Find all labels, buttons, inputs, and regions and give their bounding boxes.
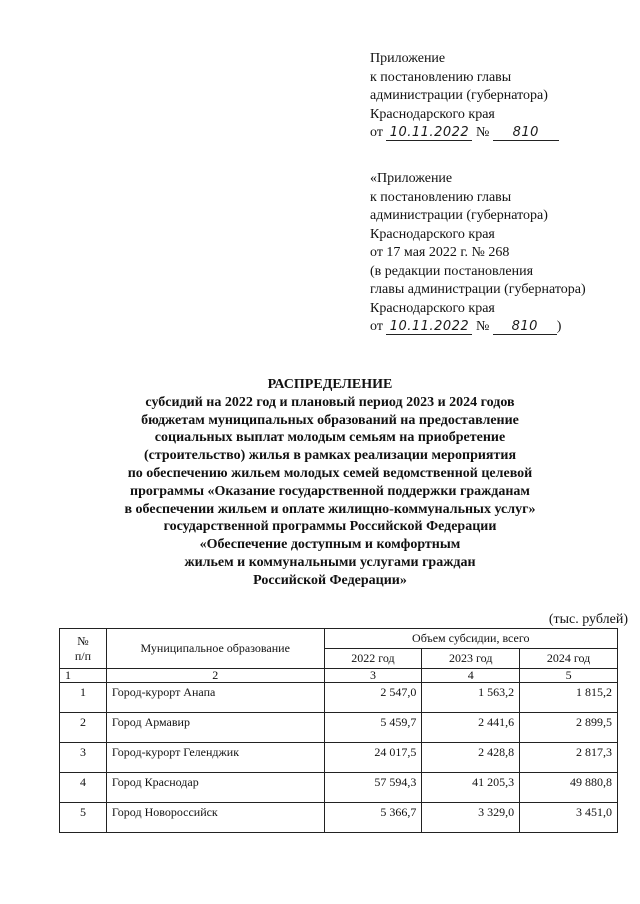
row-value-2023: 3 329,0: [422, 803, 520, 833]
row-number: 1: [60, 683, 107, 713]
header-year-2023: 2023 год: [422, 649, 520, 669]
row-value-2023: 2 428,8: [422, 743, 520, 773]
document-title: [0, 376, 640, 590]
column-number: 2: [106, 669, 324, 683]
row-number: 4: [60, 773, 107, 803]
title-line: субсидий на 2022 год и плановый период 2023 и 2024 годов: [145, 394, 515, 410]
appendix-line: Приложение: [370, 51, 446, 66]
header-municipality: Муниципальное образование: [106, 629, 324, 669]
title-line: социальных выплат молодым семьям на приобретение: [154, 430, 506, 446]
row-value-2023: 1 563,2: [422, 683, 520, 713]
row-municipality: Город-курорт Геленджик: [106, 743, 324, 773]
date-prefix: от: [370, 125, 383, 140]
handwritten-date: 10.11.2022: [386, 125, 472, 141]
row-value-2024: 49 880,8: [520, 773, 618, 803]
title-line: бюджетам муниципальных образований на предоставление: [141, 412, 519, 428]
subsidy-table: [59, 628, 618, 833]
row-number: 5: [60, 803, 107, 833]
row-number: 2: [60, 713, 107, 743]
appendix-date-line: [370, 124, 559, 143]
appendix-header-1: [370, 50, 559, 143]
date-prefix: от: [370, 319, 383, 334]
row-value-2023: 41 205,3: [422, 773, 520, 803]
row-municipality: Город Армавир: [106, 713, 324, 743]
table-header-row: [60, 629, 618, 649]
column-number: 4: [422, 669, 520, 683]
appendix-header-2: [370, 170, 586, 337]
table-row: [60, 683, 618, 713]
row-municipality: Город-курорт Анапа: [106, 683, 324, 713]
appendix-line: «Приложение: [370, 171, 453, 186]
row-value-2022: 2 547,0: [324, 683, 422, 713]
column-numbers-row: [60, 669, 618, 683]
appendix-line: от 17 мая 2022 г. № 268: [370, 245, 510, 260]
row-municipality: Город Новороссийск: [106, 803, 324, 833]
appendix-line: к постановлению главы: [370, 69, 512, 85]
table-row: [60, 743, 618, 773]
title-line: (строительство) жилья в рамках реализации мероприятия: [143, 448, 517, 464]
header-year-2022: 2022 год: [324, 649, 422, 669]
header-year-2024: 2024 год: [520, 649, 618, 669]
row-value-2024: 2 817,3: [520, 743, 618, 773]
column-number: 5: [520, 669, 618, 683]
header-number: [60, 629, 107, 669]
table-row: [60, 803, 618, 833]
row-municipality: Город Краснодар: [106, 773, 324, 803]
appendix-line: Краснодарского края: [370, 106, 495, 122]
row-value-2022: 5 366,7: [324, 803, 422, 833]
column-number: 3: [324, 669, 422, 683]
title-line: государственной программы Российской Федерации: [163, 519, 497, 535]
appendix-line: главы администрации (губернатора): [370, 282, 586, 297]
title-line: жильем и коммунальными услугами граждан: [184, 554, 476, 570]
row-number: 3: [60, 743, 107, 773]
title-line: программы «Оказание государственной поддержки гражданам: [130, 483, 530, 499]
appendix-line: Краснодарского края: [370, 226, 495, 242]
row-value-2022: 5 459,7: [324, 713, 422, 743]
title-line: Российской Федерации»: [253, 572, 407, 588]
appendix-line: администрации (губернатора): [370, 88, 548, 103]
handwritten-date: 10.11.2022: [386, 319, 472, 335]
appendix-line: к постановлению главы: [370, 189, 512, 205]
row-value-2023: 2 441,6: [422, 713, 520, 743]
row-value-2024: 3 451,0: [520, 803, 618, 833]
title-line: «Обеспечение доступным и комфортным: [199, 537, 461, 553]
appendix-line: Краснодарского края: [370, 300, 495, 316]
table-row: [60, 713, 618, 743]
closing-paren: ): [556, 319, 562, 334]
units-label: (тыс. рублей): [548, 612, 628, 627]
title-line: в обеспечении жильем и оплате жилищно-коммунальных услуг»: [124, 501, 536, 517]
title-heading: РАСПРЕДЕЛЕНИЕ: [267, 377, 393, 392]
row-value-2022: 57 594,3: [324, 773, 422, 803]
column-number: 1: [60, 669, 107, 683]
header-number-line: п/п: [74, 648, 92, 663]
appendix-line: администрации (губернатора): [370, 208, 548, 223]
row-value-2024: 1 815,2: [520, 683, 618, 713]
number-label: №: [475, 125, 490, 140]
header-volume: Объем субсидии, всего: [324, 629, 617, 649]
handwritten-number: 810: [493, 319, 557, 335]
header-number-line: №: [77, 633, 89, 648]
appendix-line: (в редакции постановления: [370, 263, 534, 279]
title-line: по обеспечению жильем молодых семей ведомственной целевой: [127, 465, 533, 481]
appendix-date-line: [370, 318, 586, 337]
table-row: [60, 773, 618, 803]
row-value-2022: 24 017,5: [324, 743, 422, 773]
handwritten-number: 810: [493, 125, 559, 141]
row-value-2024: 2 899,5: [520, 713, 618, 743]
number-label: №: [475, 319, 490, 334]
